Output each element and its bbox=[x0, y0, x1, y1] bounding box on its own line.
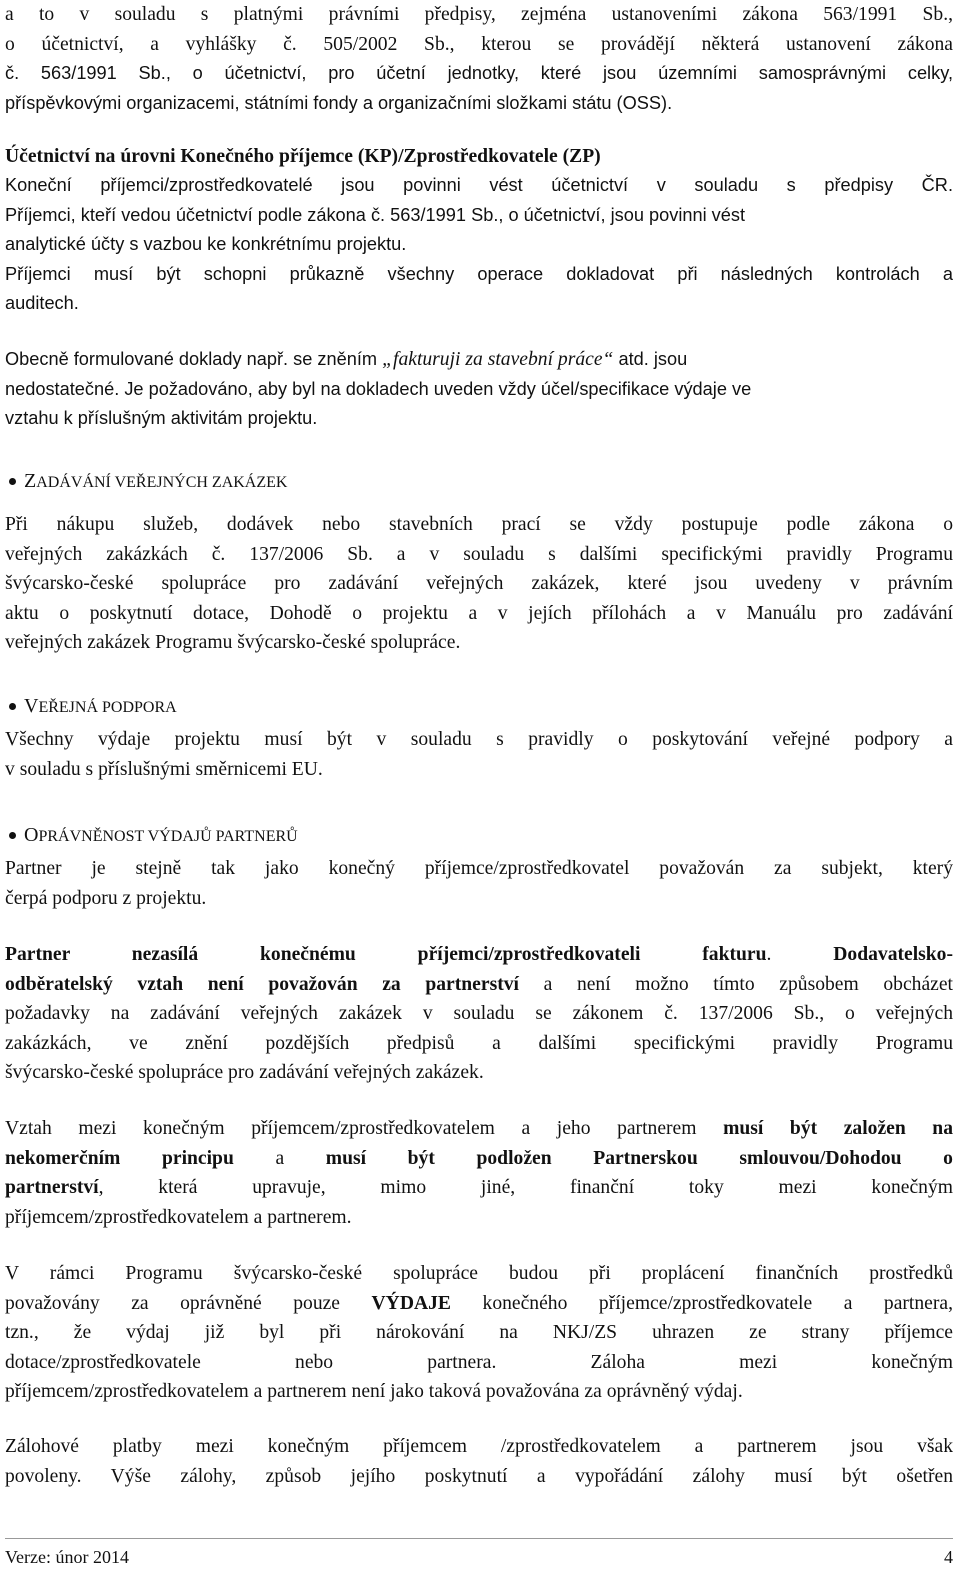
heading-rest: EŘEJNÁ PODPORA bbox=[38, 699, 177, 716]
bullet-icon bbox=[9, 832, 16, 839]
opravnenost-paragraph-2 bbox=[5, 940, 953, 1088]
text-line: Všechny výdaje projektu musí být v souladu s pravidly o poskytování veřejné podpory a bbox=[5, 729, 953, 750]
text-line: v souladu s příslušnými směrnicemi EU. bbox=[5, 758, 323, 780]
text-line: analytické účty s vazbou ke konkrétnímu projektu. bbox=[5, 234, 407, 254]
text-line: tzn., že výdaj již byl při nárokování na NKJ/ZS uhrazen ze strany příjemce bbox=[5, 1322, 953, 1343]
text-line bbox=[5, 970, 953, 1000]
heading-rest: ADÁVÁNÍ VEŘEJNÝCH ZAKÁZEK bbox=[36, 474, 288, 491]
opravnenost-heading bbox=[5, 820, 953, 850]
text-span: nedostatečné. bbox=[5, 378, 120, 399]
bold-text: Dodavatelsko- bbox=[833, 944, 953, 965]
page-number: 4 bbox=[944, 1547, 953, 1567]
text-line bbox=[5, 345, 953, 375]
footer-divider bbox=[5, 1538, 953, 1539]
text-line: příjemcem/zprostředkovatelem a partnerem není jako taková považována za oprávněný výdaj. bbox=[5, 1381, 743, 1402]
bold-text: VÝDAJE bbox=[371, 1292, 451, 1314]
text-line: auditech. bbox=[5, 293, 79, 313]
bold-text: musí být podložen Partnerskou smlouvou/Dohodou o bbox=[325, 1147, 953, 1169]
heading-initial: V bbox=[24, 695, 39, 717]
text-line: švýcarsko-české spolupráce pro zadávání veřejných zakázek. bbox=[5, 1062, 484, 1083]
bold-text: Partner nezasílá konečnému příjemci/zprostředkovateli fakturu bbox=[5, 944, 767, 965]
text-span: . bbox=[766, 944, 834, 965]
text-span: Příjemci, kteří vedou účetnictví podle zákona č. bbox=[5, 204, 391, 225]
text-line: povoleny. Výše zálohy, způsob jejího poskytnutí a vypořádání zálohy musí být ošetřen bbox=[5, 1465, 953, 1487]
text-line: vztahu k příslušným aktivitám projektu. bbox=[5, 408, 318, 428]
text-span: a v souladu s dalšími specifickými pravidly Programu bbox=[372, 543, 953, 565]
text-span: 137/2006 Sb. bbox=[249, 543, 373, 565]
text-line: V rámci Programu švýcarsko-české spolupráce budou při proplácení finančních prostředků bbox=[5, 1263, 953, 1284]
bullet-icon bbox=[9, 703, 16, 710]
text-line bbox=[5, 1289, 953, 1319]
heading-rest: PRÁVNĚNOST VÝDAJŮ PARTNERŮ bbox=[38, 828, 298, 845]
bold-text: odběratelský vztah není považován za partnerství bbox=[5, 973, 519, 995]
text-line: švýcarsko-české spolupráce pro zadávání veřejných zakázek, které jsou uvedeny v právním bbox=[5, 573, 953, 594]
text-line: čerpá podporu z projektu. bbox=[5, 887, 207, 909]
text-line: Příjemci musí být schopni průkazně všechny operace dokladovat při následných kontrolách a bbox=[5, 263, 953, 284]
opravnenost-paragraph-1 bbox=[5, 854, 953, 913]
text-line: Zálohové platby mezi konečným příjemcem /zprostředkovatelem a partnerem jsou však bbox=[5, 1436, 953, 1457]
text-span: považovány za oprávněné pouze bbox=[5, 1292, 372, 1314]
text-line: zakázkách, ve znění pozdějších předpisů a dalšími specifickými pravidly Programu bbox=[5, 1032, 953, 1054]
text-line bbox=[5, 940, 953, 970]
text-line: příspěvkovými organizacemi, státními fondy a organizačními složkami státu (OSS). bbox=[5, 92, 673, 113]
intro-paragraph bbox=[5, 0, 953, 118]
text-span: Obecně formulované doklady např. se zněním bbox=[5, 349, 383, 369]
text-span: a bbox=[233, 1147, 326, 1169]
podpora-paragraph bbox=[5, 725, 953, 784]
text-span: , o účetnictví, jsou povinni vést bbox=[498, 204, 746, 225]
quoted-invoice-text: „fakturuji za stavební práce“ bbox=[382, 349, 614, 370]
opravnenost-paragraph-4 bbox=[5, 1259, 953, 1407]
text-span: veřejných zakázkách č. bbox=[5, 543, 250, 565]
kp-paragraph-2 bbox=[5, 345, 953, 434]
text-line: o účetnictví, a vyhlášky č. 505/2002 Sb., kterou se provádějí některá ustanovení zákona bbox=[5, 33, 953, 55]
heading-initial: Z bbox=[24, 470, 37, 492]
zakazky-paragraph bbox=[5, 510, 953, 658]
text-span: konečného příjemce/zprostředkovatele a partnera, bbox=[451, 1292, 953, 1314]
opravnenost-paragraph-3 bbox=[5, 1114, 953, 1232]
bullet-icon bbox=[9, 478, 16, 485]
heading-initial: O bbox=[24, 824, 39, 846]
text-line bbox=[5, 1144, 953, 1174]
text-line: dotace/zprostředkovatele nebo partnera. Záloha mezi konečným bbox=[5, 1351, 953, 1373]
text-line: veřejných zakázek Programu švýcarsko-české spolupráce. bbox=[5, 632, 461, 653]
text-line: Partner je stejně tak jako konečný příjemce/zprostředkovatel považován za subjekt, který bbox=[5, 858, 953, 879]
kp-paragraph-1 bbox=[5, 171, 953, 319]
bold-text: partnerství bbox=[5, 1177, 99, 1198]
text-line: aktu o poskytnutí dotace, Dohodě o projektu a v jejích přílohách a v Manuálu pro zadávání bbox=[5, 602, 953, 624]
text-line bbox=[5, 540, 953, 570]
podpora-heading bbox=[5, 691, 953, 721]
text-line bbox=[5, 59, 953, 89]
text-span: , která upravuje, mimo jiné, finanční toky mezi konečným bbox=[98, 1177, 953, 1198]
text-span: a není možno tímto způsobem obcházet bbox=[518, 973, 953, 995]
text-line bbox=[5, 201, 953, 231]
text-line bbox=[5, 375, 953, 405]
text-span: atd. jsou bbox=[613, 349, 688, 369]
zakazky-heading bbox=[5, 466, 953, 496]
text-line: příjemcem/zprostředkovatelem a partnerem. bbox=[5, 1206, 352, 1228]
text-line: Při nákupu služeb, dodávek nebo stavebních prací se vždy postupuje podle zákona o bbox=[5, 514, 953, 535]
opravnenost-paragraph-5 bbox=[5, 1432, 953, 1491]
text-line: Koneční příjemci/zprostředkovatelé jsou povinni vést účetnictví v souladu s předpisy ČR. bbox=[5, 175, 953, 195]
text-span: Vztah mezi konečným příjemcem/zprostředkovatelem a jeho partnerem bbox=[5, 1118, 724, 1139]
text-span: č. 563/1991 Sb., o účetnictví, pro účetní jednotky, které jsou územními samosprávnými celky, bbox=[5, 63, 953, 83]
bold-text: nekomerčním principu bbox=[5, 1147, 234, 1169]
bold-text: musí být založen na bbox=[723, 1118, 953, 1139]
text-line bbox=[5, 1173, 953, 1203]
text-line bbox=[5, 1114, 953, 1144]
text-span: 563/1991 Sb. bbox=[390, 204, 499, 225]
kp-heading: Účetnictví na úrovni Konečného příjemce (KP)/Zprostředkovatele (ZP) bbox=[5, 146, 601, 167]
text-span: Je požadováno, aby byl na dokladech uveden vždy účel/specifikace výdaje ve bbox=[119, 378, 752, 399]
version-label: Verze: únor 2014 bbox=[5, 1547, 129, 1567]
text-line: požadavky na zadávání veřejných zakázek v souladu se zákonem č. 137/2006 Sb., o veřejných bbox=[5, 1003, 953, 1024]
text-line: a to v souladu s platnými právními předpisy, zejména ustanoveními zákona 563/1991 Sb., bbox=[5, 4, 953, 25]
